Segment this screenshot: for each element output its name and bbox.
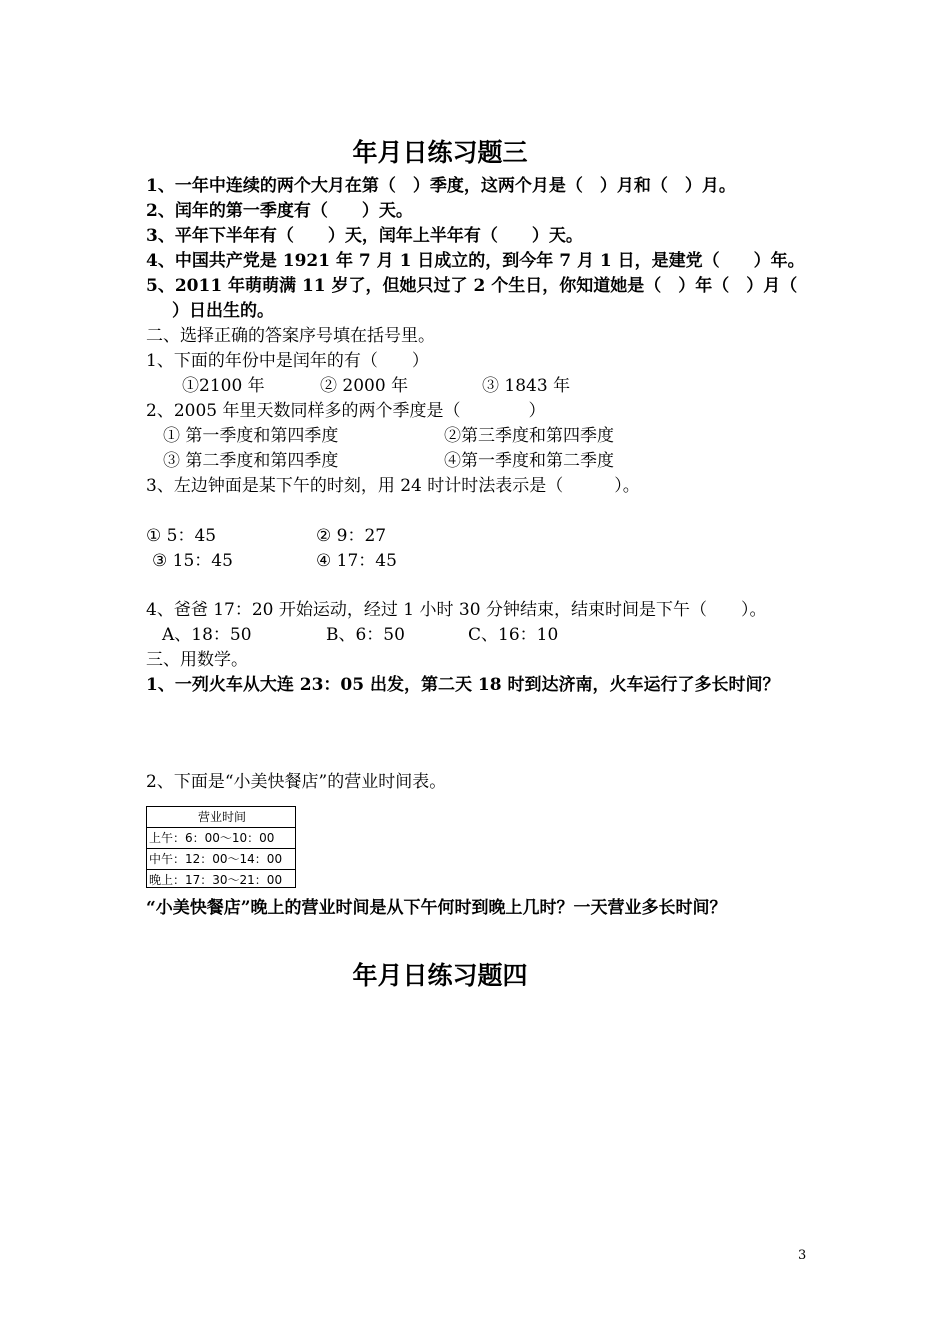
choice-4-option-a: A、18：50 — [162, 625, 252, 645]
choice-3-option-2: ② 9：27 — [316, 526, 387, 546]
choice-3-option-4: ④ 17：45 — [316, 551, 397, 571]
choice-question-4: 4、爸爸 17：20 开始运动，经过 1 小时 30 分钟结束，结束时间是下午（ ）。 — [146, 600, 767, 620]
business-hours-row-noon: 中午：12：00～14：00 — [147, 849, 295, 870]
section-2-heading: 二、选择正确的答案序号填在括号里。 — [146, 326, 435, 346]
choice-question-2: 2、2005 年里天数同样多的两个季度是（ ） — [146, 401, 546, 421]
question-4: 4、中国共产党是 1921 年 7 月 1 日成立的，到今年 7 月 1 日，是建党（ ）年。 — [146, 251, 805, 271]
worksheet-title-4: 年月日练习题四 — [352, 961, 528, 990]
choice-question-3: 3、左边钟面是某下午的时刻，用 24 时计时法表示是（ ）。 — [146, 476, 640, 496]
choice-2-option-2: ②第三季度和第四季度 — [444, 426, 614, 446]
choice-3-option-1: ① 5：45 — [146, 526, 217, 546]
business-hours-table — [146, 806, 296, 888]
problem-1: 1、一列火车从大连 23：05 出发，第二天 18 时到达济南，火车运行了多长时间？ — [146, 675, 780, 695]
choice-2-option-4: ④第一季度和第二季度 — [444, 451, 614, 471]
business-hours-header: 营业时间 — [147, 807, 295, 828]
question-3: 3、平年下半年有（ ）天，闰年上半年有（ ）天。 — [146, 226, 583, 246]
problem-2: 2、下面是“小美快餐店”的营业时间表。 — [146, 772, 447, 792]
worksheet-title-3: 年月日练习题三 — [352, 138, 528, 167]
choice-4-option-b: B、6：50 — [326, 625, 405, 645]
section-3-heading: 三、用数学。 — [146, 650, 248, 670]
business-hours-row-morning: 上午：6：00～10：00 — [147, 828, 295, 849]
question-1: 1、一年中连续的两个大月在第（ ）季度，这两个月是（ ）月和（ ）月。 — [146, 176, 736, 196]
problem-2-question: “小美快餐店”晚上的营业时间是从下午何时到晚上几时？一天营业多长时间？ — [146, 898, 727, 918]
question-5-line-2: ）日出生的。 — [172, 301, 274, 321]
page-number: 3 — [798, 1248, 807, 1263]
choice-2-option-1: ① 第一季度和第四季度 — [163, 426, 339, 446]
choice-1-option-2: ② 2000 年 — [320, 376, 409, 396]
question-2: 2、闰年的第一季度有（ ）天。 — [146, 201, 413, 221]
question-5-line-1: 5、2011 年萌萌满 11 岁了，但她只过了 2 个生日，你知道她是（ ）年（ ）月（ — [146, 276, 798, 296]
choice-3-option-3: ③ 15：45 — [152, 551, 233, 571]
choice-1-option-1: ①2100 年 — [182, 376, 265, 396]
choice-1-option-3: ③ 1843 年 — [482, 376, 571, 396]
choice-2-option-3: ③ 第二季度和第四季度 — [163, 451, 339, 471]
choice-4-option-c: C、16：10 — [468, 625, 559, 645]
business-hours-row-evening: 晚上：17：30～21：00 — [149, 873, 283, 887]
choice-question-1: 1、下面的年份中是闰年的有（ ） — [146, 351, 429, 371]
